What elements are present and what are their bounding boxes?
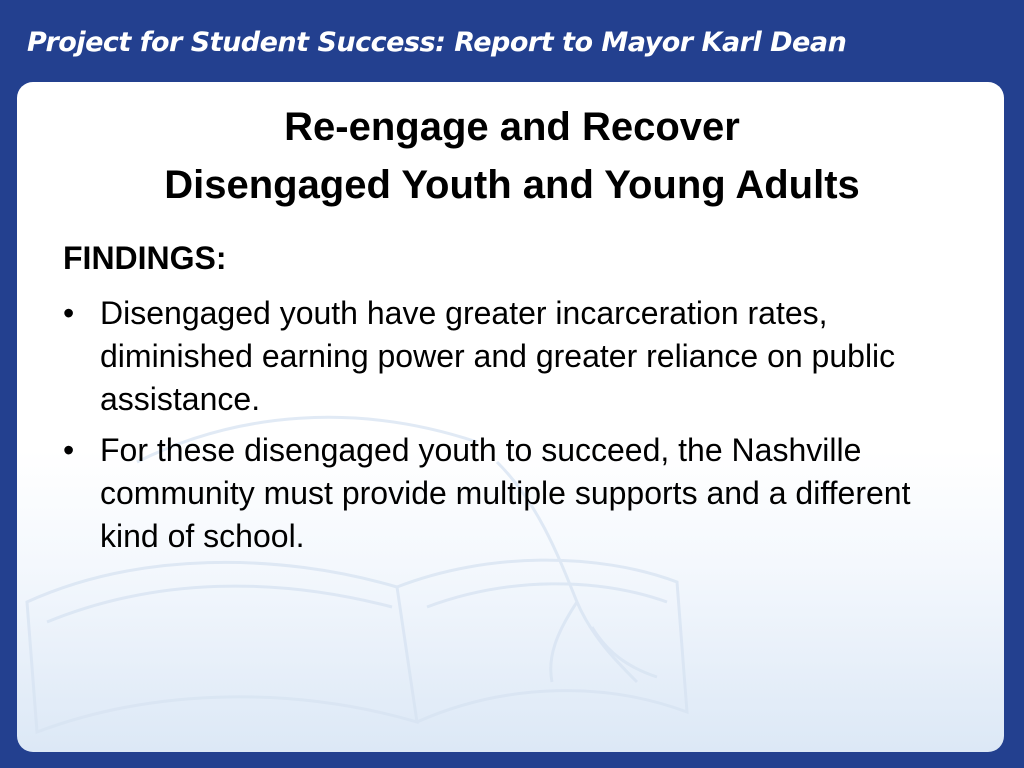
list-item [63, 429, 923, 558]
bullet-text: For these disengaged youth to succeed, the Nashville community must provide multiple supports and a different kind of school. [100, 432, 911, 554]
bullet-icon: • [63, 432, 75, 468]
list-item [63, 292, 923, 421]
findings-list [63, 292, 923, 566]
slide-title [0, 98, 1024, 214]
bullet-text: Disengaged youth have greater incarceration rates, diminished earning power and greater reliance on public assistance. [100, 295, 896, 417]
bullet-icon: • [63, 295, 75, 331]
header-title: Project for Student Success: Report to Mayor Karl Dean [27, 27, 847, 58]
findings-label: FINDINGS: [63, 240, 227, 276]
slide-title-line-1: Re-engage and Recover [284, 105, 740, 149]
slide-title-line-2: Disengaged Youth and Young Adults [164, 163, 860, 207]
